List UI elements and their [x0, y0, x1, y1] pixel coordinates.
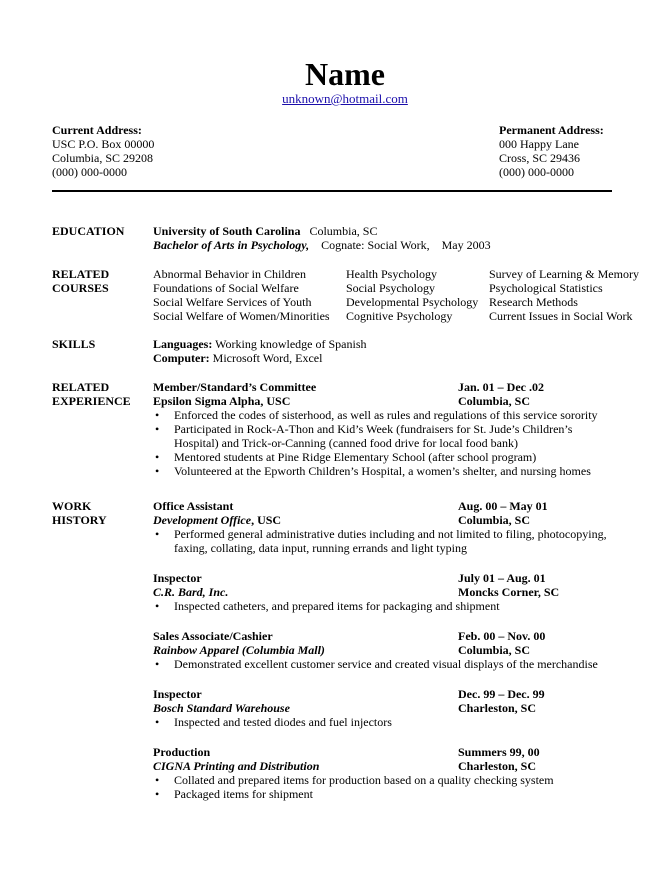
job-bullets	[153, 657, 642, 671]
courses-column	[489, 267, 639, 323]
school-location: Columbia, SC	[309, 224, 378, 238]
email-link[interactable]: unknown@hotmail.com	[282, 91, 408, 106]
bullet-item: • Volunteered at the Epworth Children’s Hospital, a women’s shelter, and nursing homes	[153, 464, 642, 478]
current-address-heading: Current Address:	[52, 123, 142, 137]
job-dates: Dec. 99 – Dec. 99	[458, 687, 545, 701]
job-entry	[153, 571, 642, 613]
experience-label	[52, 380, 147, 408]
course-item: Cognitive Psychology	[346, 309, 453, 323]
course-item: Research Methods	[489, 295, 578, 309]
job-title: Inspector	[153, 687, 202, 701]
course-item: Social Welfare of Women/Minorities	[153, 309, 330, 323]
experience-title: Member/Standard’s Committee	[153, 380, 317, 394]
course-item: Social Welfare Services of Youth	[153, 295, 312, 309]
education-content	[153, 224, 642, 252]
bullet-item: • Inspected and tested diodes and fuel injectors	[153, 715, 642, 729]
job-org-suffix: , USC	[251, 513, 282, 527]
job-bullets	[153, 773, 642, 801]
experience-entry	[153, 380, 642, 478]
job-title: Sales Associate/Cashier	[153, 629, 273, 643]
experience-label-line: EXPERIENCE	[52, 394, 131, 408]
job-entry	[153, 499, 642, 555]
courses-list	[153, 267, 642, 323]
candidate-name: Name	[305, 56, 385, 92]
bullet-item: • Inspected catheters, and prepared items for packaging and shipment	[153, 599, 642, 613]
experience-dates: Jan. 01 – Dec .02	[458, 380, 544, 394]
graduation-date: May 2003	[441, 238, 491, 252]
job-org: C.R. Bard, Inc.	[153, 585, 229, 599]
courses-label	[52, 267, 147, 295]
experience-bullets	[153, 408, 642, 478]
job-location: Charleston, SC	[458, 759, 537, 773]
computer-label: Computer:	[153, 351, 210, 365]
course-item: Current Issues in Social Work	[489, 309, 633, 323]
bullet-item: • Collated and prepared items for production based on a quality checking system	[153, 773, 642, 787]
courses-column	[346, 267, 478, 323]
job-bullets	[153, 599, 642, 613]
job-org: Rainbow Apparel (Columbia Mall)	[153, 643, 325, 657]
permanent-address-line: Cross, SC 29436	[499, 151, 581, 165]
header-divider	[52, 190, 612, 192]
bullet-item: • Performed general administrative duties including and not limited to filing, photocopying, faxing, collating, data input, running errands and light typing	[153, 527, 629, 555]
work-label-line: HISTORY	[52, 513, 107, 527]
job-location: Charleston, SC	[458, 701, 537, 715]
languages-value: Working knowledge of Spanish	[215, 337, 367, 351]
skills-content	[153, 337, 642, 365]
skills-label: SKILLS	[52, 337, 96, 351]
languages-label: Languages:	[153, 337, 213, 351]
current-address-phone: (000) 000-0000	[52, 165, 127, 179]
current-address	[52, 123, 154, 179]
job-org: CIGNA Printing and Distribution	[153, 759, 320, 773]
cognate: Cognate: Social Work,	[321, 238, 430, 252]
job-org: Development Office	[153, 513, 252, 527]
job-location: Moncks Corner, SC	[458, 585, 560, 599]
course-item: Survey of Learning & Memory	[489, 267, 639, 281]
school-name: University of South Carolina	[153, 224, 301, 238]
experience-location: Columbia, SC	[458, 394, 531, 408]
work-entries	[153, 499, 642, 817]
job-dates: Summers 99, 00	[458, 745, 540, 759]
courses-column	[153, 267, 330, 323]
course-item: Psychological Statistics	[489, 281, 603, 295]
courses-label-line: RELATED	[52, 267, 110, 281]
job-title: Production	[153, 745, 211, 759]
course-item: Foundations of Social Welfare	[153, 281, 299, 295]
job-entry	[153, 745, 642, 801]
job-dates: July 01 – Aug. 01	[458, 571, 546, 585]
job-location: Columbia, SC	[458, 643, 531, 657]
job-dates: Feb. 00 – Nov. 00	[458, 629, 546, 643]
job-location: Columbia, SC	[458, 513, 531, 527]
job-title: Inspector	[153, 571, 202, 585]
job-org: Bosch Standard Warehouse	[153, 701, 290, 715]
permanent-address-line: 000 Happy Lane	[499, 137, 579, 151]
course-item: Social Psychology	[346, 281, 435, 295]
job-entry	[153, 687, 642, 729]
current-address-line: USC P.O. Box 00000	[52, 137, 155, 151]
bullet-item: • Participated in Rock-A-Thon and Kid’s Week (fundraisers for St. Jude’s Children’s Hospital) and Trick-or-Canning (canned food drive for local food bank)	[153, 422, 614, 450]
course-item: Health Psychology	[346, 267, 437, 281]
courses-section	[52, 267, 642, 323]
bullet-item: • Demonstrated excellent customer service and created visual displays of the merchandise	[153, 657, 642, 671]
experience-label-line: RELATED	[52, 380, 110, 394]
job-entry	[153, 629, 642, 671]
bullet-item: • Packaged items for shipment	[153, 787, 642, 801]
current-address-line: Columbia, SC 29208	[52, 151, 154, 165]
work-label-line: WORK	[52, 499, 92, 513]
computer-value: Microsoft Word, Excel	[212, 351, 323, 365]
courses-label-line: COURSES	[52, 281, 109, 295]
job-bullets	[153, 715, 642, 729]
experience-org: Epsilon Sigma Alpha, USC	[153, 394, 291, 408]
job-bullets	[153, 527, 642, 555]
permanent-address	[499, 123, 604, 179]
job-title: Office Assistant	[153, 499, 234, 513]
work-label	[52, 499, 147, 527]
bullet-item: • Mentored students at Pine Ridge Elementary School (after school program)	[153, 450, 642, 464]
permanent-address-phone: (000) 000-0000	[499, 165, 574, 179]
bullet-item: • Enforced the codes of sisterhood, as well as rules and regulations of this service sorority	[153, 408, 642, 422]
education-label: EDUCATION	[52, 224, 125, 238]
course-item: Developmental Psychology	[346, 295, 479, 309]
degree: Bachelor of Arts in Psychology,	[153, 238, 310, 252]
permanent-address-heading: Permanent Address:	[499, 123, 604, 137]
job-dates: Aug. 00 – May 01	[458, 499, 548, 513]
course-item: Abnormal Behavior in Children	[153, 267, 306, 281]
